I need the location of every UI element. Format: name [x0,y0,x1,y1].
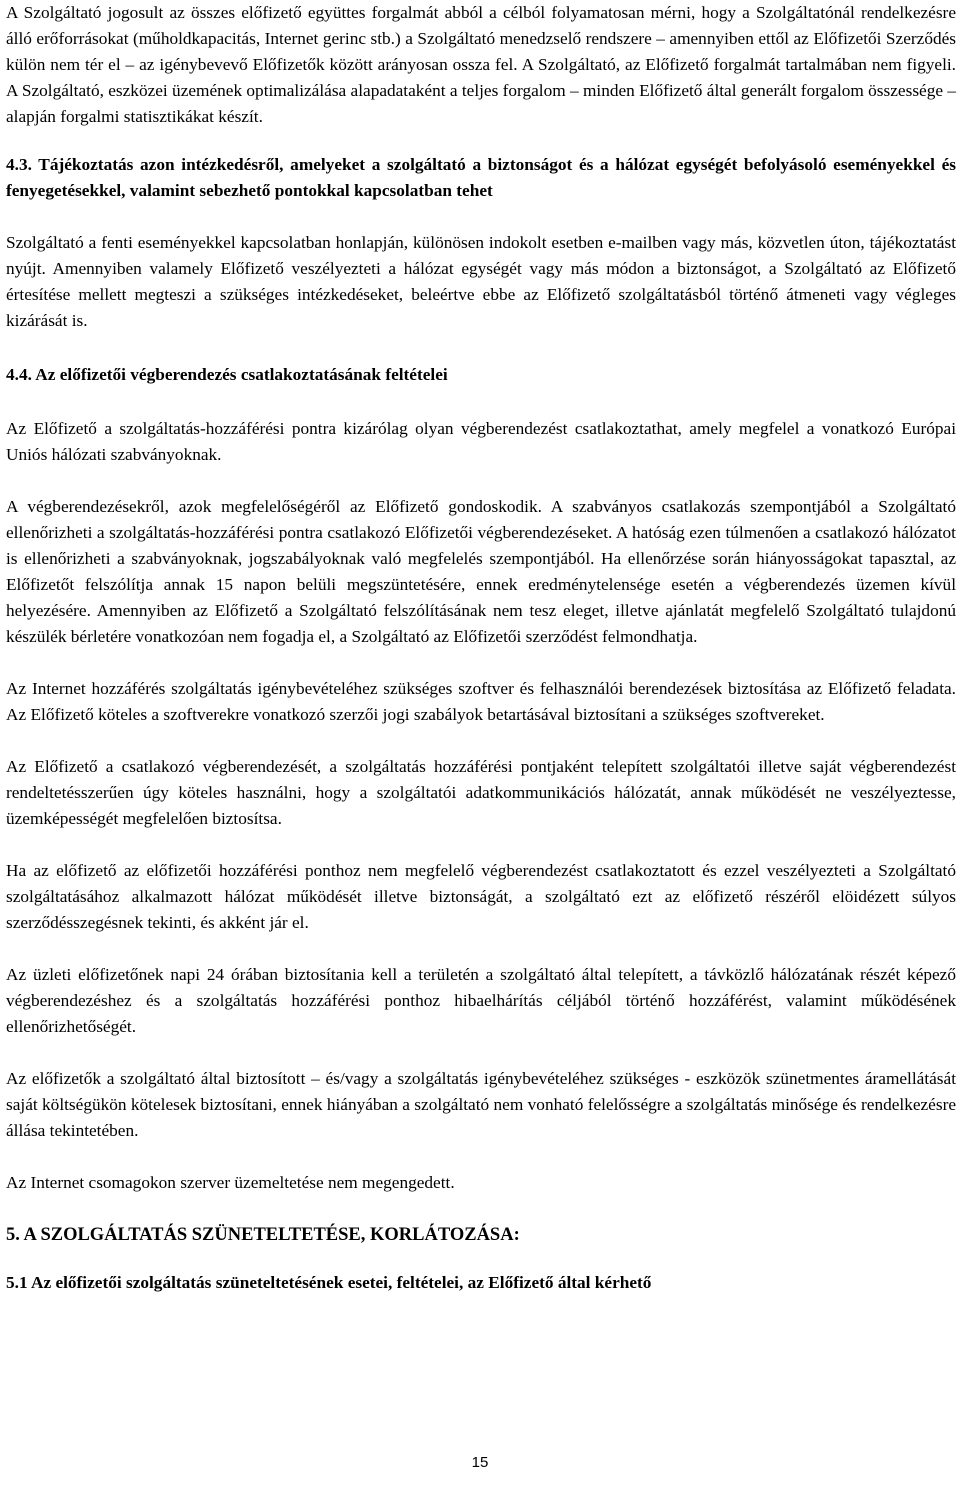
section-heading-5-1: 5.1 Az előfizetői szolgáltatás szüneteltetésének esetei, feltételei, az Előfizető által kérhető [6,1273,652,1292]
chapter-heading-5: 5. A SZOLGÁLTATÁS SZÜNETELTETÉSE, KORLÁTOZÁSA: [6,1225,520,1245]
paragraph-terminal-compliance: A végberendezésekről, azok megfelelőségéről az Előfizető gondoskodik. A szabványos csatlakozás szempontjából a Szolgáltató ellenőrizheti a szolgáltatás-hozzáférési pontra csatlakozó Előfizetői végberendezéseket. A hatóság ezen túlmenően a csatlakozó hálózatot is ellenőrizheti a szabványoknak, jogszabályoknak való megfelelés szempontjából. Ha ellenőrzése során hiányosságokat tapasztal, az Előfizetőt felszólítja annak 15 napon belüli megszüntetésére, ennek eredménytelensége esetén a végberendezés üzemen kívül helyezésére. Amennyiben az Előfizető a Szolgáltató felszólításának nem tesz eleget, illetve ajánlatát megfelelő Szolgáltató tulajdonú készülék bérletére vonatkozóan nem fogadja el, a Szolgáltató az Előfizetői szerződést felmondhatja. [6,497,956,646]
paragraph-terminal-standards: Az Előfizető a szolgáltatás-hozzáférési pontra kizárólag olyan végberendezést csatlakoztathat, amely megfelel a vonatkozó Európai Uniós hálózati szabványoknak. [6,419,956,464]
section-heading-4-3: 4.3. Tájékoztatás azon intézkedésről, amelyeket a szolgáltató a biztonságot és a hálózat egységét befolyásoló eseményekkel és fenyegetésekkel, valamint sebezhető pontokkal kapcsolatban tehet [6,155,956,200]
paragraph-traffic-measurement: A Szolgáltató jogosult az összes előfizető együttes forgalmát abból a célból folyamatosan mérni, hogy a Szolgáltatónál rendelkezésre álló erőforrásokat (műholdkapacitás, Internet gerinc stb.) a Szolgáltató menedzselő rendszere – amennyiben ettől az Előfizetői Szerződés külön nem tér el – az igénybevevő Előfizetők között arányosan ossza fel. A Szolgáltató, az Előfizető forgalmát tartalmában nem figyeli. A Szolgáltató, eszközei üzemének optimalizálása alapadataként a teljes forgalom – minden Előfizető által generált forgalom összessége – alapján forgalmi statisztikákat készít. [6,3,956,126]
document-page [6,0,956,1296]
paragraph-server-prohibition: Az Internet csomagokon szerver üzemeltetése nem megengedett. [6,1173,455,1192]
paragraph-business-access: Az üzleti előfizetőnek napi 24 órában biztosítania kell a területén a szolgáltató által telepített, a távközlő hálózatának részét képező végberendezéshez és a szolgáltatás hozzáférési ponthoz hibaelhárítás céljából történő hozzáférést, valamint működésének ellenőrizhetőségét. [6,965,956,1036]
page-number: 15 [471,1454,489,1471]
paragraph-terminal-usage: Az Előfizető a csatlakozó végberendezését, a szolgáltatás hozzáférési pontjaként telepített szolgáltatói illetve saját végberendezést rendeltetésszerűen úgy köteles használni, hogy a szolgáltatói adatkommunikációs hálózatát, annak működését ne veszélyeztesse, üzemképességét megfelelően biztosítsa. [6,757,956,828]
paragraph-power-supply: Az előfizetők a szolgáltató által biztosított – és/vagy a szolgáltatás igénybevételéhez szükséges - eszközök szünetmentes áramellátását saját költségükön kötelesek biztosítani, ennek hiányában a szolgáltató nem vonható felelősségre a szolgáltatás minősége és rendelkezésre állása tekintetében. [6,1069,956,1140]
paragraph-software-provision: Az Internet hozzáférés szolgáltatás igénybevételéhez szükséges szoftver és felhasználói berendezések biztosítása az Előfizető feladata. Az Előfizető köteles a szoftverekre vonatkozó szerzői jogi szabályok betartásával biztosítani a szükséges szoftvereket. [6,679,956,724]
section-heading-4-4: 4.4. Az előfizetői végberendezés csatlakoztatásának feltételei [6,365,448,384]
paragraph-security-notice: Szolgáltató a fenti eseményekkel kapcsolatban honlapján, különösen indokolt esetben e-mailben vagy más, közvetlen úton, tájékoztatást nyújt. Amennyiben valamely Előfizető veszélyezteti a hálózat egységét vagy más módon a biztonságot, a Szolgáltató az Előfizető értesítése mellett megteszi a szükséges intézkedéseket, beleértve ebbe az Előfizető szolgáltatásból történő átmeneti vagy végleges kizárását is. [6,233,956,330]
paragraph-nonconforming-terminal: Ha az előfizető az előfizetői hozzáférési ponthoz nem megfelelő végberendezést csatlakoztatott és ezzel veszélyezteti a Szolgáltató szolgáltatásához alkalmazott hálózat működését illetve biztonságát, a szolgáltató ezt az előfizető részéről elöidézett súlyos szerződésszegésnek tekinti, és akként jár el. [6,861,956,932]
